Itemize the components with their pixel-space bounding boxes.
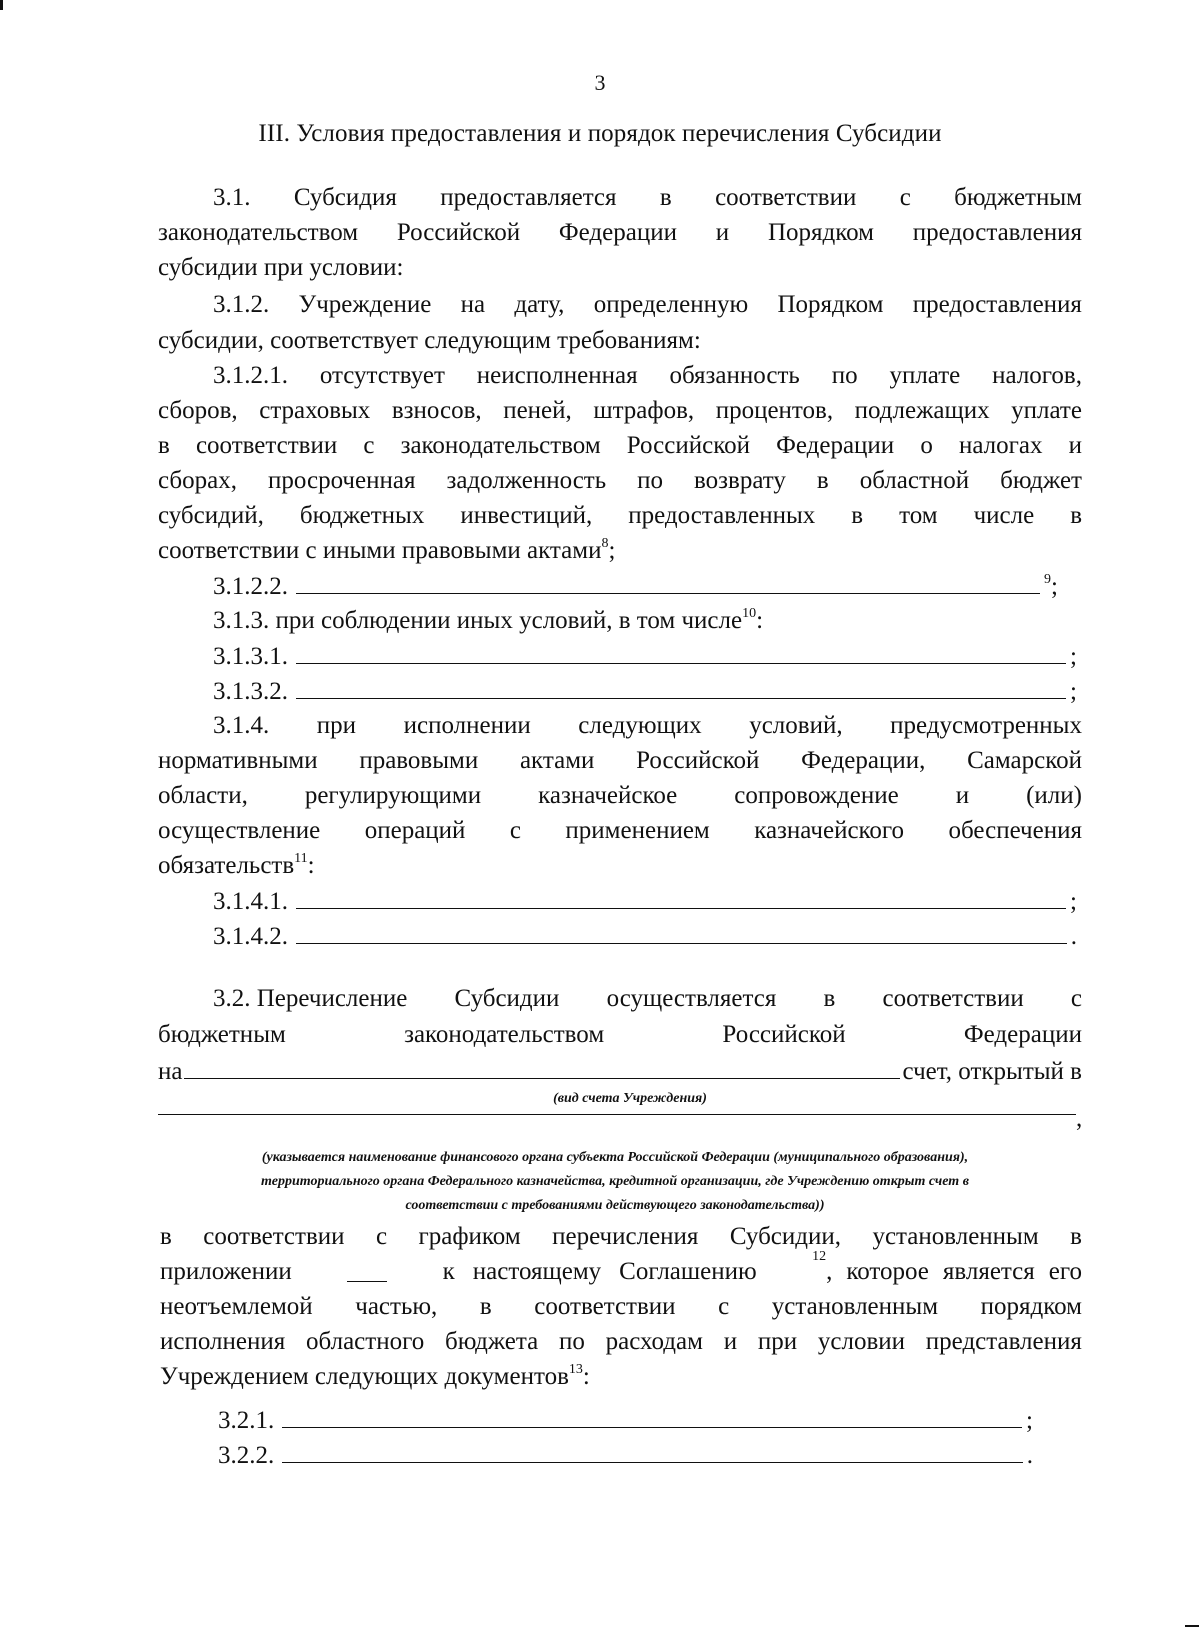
word: порядком (980, 1293, 1082, 1320)
fill-in-item (213, 571, 1058, 602)
word: его (1048, 1258, 1082, 1285)
line-text: 3.1.3. при соблюдении иных условий, в том числе (213, 607, 743, 634)
paragraph-line (158, 851, 315, 881)
item-label: 3.1.4.1. (213, 888, 288, 915)
item-punct: ; (1026, 1407, 1033, 1434)
word: 3.1.2. (213, 291, 270, 318)
word: числе (973, 502, 1035, 529)
word: по (637, 467, 664, 494)
footnote-ref: 9 (1044, 572, 1052, 587)
word: (или) (1026, 782, 1082, 809)
paragraph-line (213, 290, 1082, 320)
word: неисполненная (476, 362, 638, 389)
footnote-ref: 13 (568, 1362, 583, 1377)
word: по (558, 1328, 585, 1355)
word: казначейское (538, 782, 678, 809)
word: Российской (636, 747, 760, 774)
word: в (158, 432, 170, 459)
word: в (479, 1293, 492, 1320)
word: и (1068, 432, 1082, 459)
footnote-ref: 8 (601, 536, 609, 551)
word: Российской (396, 219, 521, 246)
paragraph-line (158, 746, 1082, 776)
word: предусмотренных (890, 712, 1082, 739)
fill-in-item (218, 1405, 1033, 1436)
paragraph-line (158, 536, 615, 566)
footnote-ref: 10 (742, 606, 757, 621)
paragraph-line (160, 1249, 1082, 1287)
word: инвестиций, (460, 502, 593, 529)
line-punct: : (307, 852, 315, 879)
word: Субсидии, (729, 1223, 842, 1250)
blank-fill-line[interactable] (282, 1440, 1023, 1463)
word: бюджетным (954, 184, 1082, 211)
footnote-ref: 11 (294, 851, 308, 866)
paragraph-line (160, 1327, 1082, 1357)
paragraph-line (213, 711, 1082, 741)
line-text-tail (812, 1249, 1082, 1287)
word: соответствии (715, 184, 857, 211)
word: бюджета (444, 1328, 539, 1355)
word: перечисления (552, 1223, 699, 1250)
word: соответствии (203, 1223, 345, 1250)
word: сборах, (158, 467, 237, 494)
item-label: 3.1.2.2. (213, 573, 288, 600)
word: определенную (593, 291, 749, 318)
word: и (723, 1328, 738, 1355)
word: исполнении (403, 712, 531, 739)
line-punct: : (756, 607, 764, 634)
word: графиком (418, 1223, 521, 1250)
fill-in-item (213, 641, 1077, 672)
section-title: III. Условия предоставления и порядок перечисления Субсидии (258, 120, 942, 147)
word: области, (158, 782, 248, 809)
account-type-line (158, 1056, 1082, 1087)
word: применением (565, 817, 710, 844)
word: в (823, 985, 836, 1012)
paragraph-line (158, 466, 1082, 496)
word: в (1070, 1223, 1082, 1250)
word: законодательством (404, 1021, 605, 1048)
paragraph-line (158, 1020, 1082, 1050)
line-punct: : (582, 1363, 590, 1390)
word: в (851, 502, 864, 529)
word: с (1070, 985, 1082, 1012)
line-text: Учреждением следующих документов (160, 1363, 569, 1390)
word: правовыми (359, 747, 479, 774)
word: обязанность (669, 362, 800, 389)
word: актами (519, 747, 595, 774)
word: уплате (889, 362, 961, 389)
word: неотъемлемой (160, 1293, 313, 1320)
line-text: приложении (160, 1258, 292, 1285)
word: и (955, 782, 970, 809)
item-end (1044, 572, 1058, 602)
word: Федерации (558, 219, 677, 246)
paragraph-line (160, 1362, 590, 1392)
paragraph-line (158, 501, 1082, 531)
word: областного (306, 1328, 425, 1355)
org-name-blank[interactable] (158, 1114, 1076, 1115)
word: Субсидия (293, 184, 397, 211)
word: исполнения (160, 1328, 286, 1355)
line-punct: ; (608, 537, 616, 564)
scan-mark (0, 0, 3, 10)
paragraph-line: субсидии, соответствует следующим требованиям: (158, 327, 701, 354)
item-label: 3.2.1. (218, 1407, 275, 1434)
paragraph-line (158, 431, 1082, 461)
word: предоставления (912, 219, 1082, 246)
word: отсутствует (319, 362, 445, 389)
word: о (920, 432, 933, 459)
item-punct: ; (1070, 643, 1077, 670)
word: Субсидии (454, 985, 560, 1012)
word: частью, (355, 1293, 438, 1320)
line-text (443, 1257, 757, 1287)
line-text: соответствии с иными правовыми актами (158, 537, 602, 564)
fill-in-item (213, 886, 1077, 917)
word: с (363, 432, 375, 459)
item-label: 3.1.3.1. (213, 643, 288, 670)
word: которое (846, 1258, 929, 1285)
word: предоставленных (628, 502, 816, 529)
word: законодательством (158, 219, 359, 246)
word: к (442, 1258, 455, 1285)
word: с (899, 184, 911, 211)
page-number: 3 (594, 70, 606, 95)
word: 3.1. (213, 184, 251, 211)
org-caption: соответствии с требованиями действующего законодательства)) (405, 1198, 825, 1213)
word: подлежащих (854, 397, 990, 424)
footnote-ref: 12 (812, 1249, 827, 1264)
word: при (757, 1328, 798, 1355)
word: бюджет (1000, 467, 1082, 494)
word: представления (925, 1328, 1082, 1355)
word: процентов, (715, 397, 834, 424)
word: 3.1.4. (213, 712, 270, 739)
blank-fill-line[interactable] (296, 676, 1066, 699)
word: законодательством (400, 432, 601, 459)
word: задолженность (446, 467, 607, 494)
word: областной (859, 467, 970, 494)
word: соответствии (195, 432, 338, 459)
word: бюджетных (299, 502, 425, 529)
paragraph-line (160, 1222, 1082, 1252)
word: расходам (605, 1328, 703, 1355)
item-punct: . (1070, 923, 1077, 950)
word: пеней, (503, 397, 572, 424)
word: в (816, 467, 829, 494)
word: осуществление (158, 817, 321, 844)
word: в (659, 184, 672, 211)
account-type-caption: (вид счета Учреждения) (553, 1091, 707, 1106)
word: Учреждение (298, 291, 432, 318)
paragraph-line: субсидии при условии: (158, 254, 404, 281)
word: дату, (514, 291, 565, 318)
word: с (718, 1293, 730, 1320)
word: с (375, 1223, 388, 1250)
blank-fill-line[interactable] (296, 886, 1066, 909)
word: установленным (771, 1293, 939, 1320)
paragraph-line (213, 183, 1082, 213)
word: предоставляется (440, 184, 617, 211)
word: обеспечения (948, 817, 1082, 844)
line-text: обязательств (158, 852, 295, 879)
word: настоящему (472, 1258, 602, 1285)
paragraph-line (160, 1292, 1082, 1322)
word: страховых (259, 397, 371, 424)
paragraph-line (158, 781, 1082, 811)
word: возврату (694, 467, 786, 494)
item-label: 3.1.3.2. (213, 678, 288, 705)
blank-fill-line[interactable] (296, 571, 1040, 594)
word: казначейского (754, 817, 905, 844)
item-label: 3.2.2. (218, 1442, 275, 1469)
paragraph-line (213, 606, 763, 636)
item-punct: ; (1070, 678, 1077, 705)
word: налогов, (992, 362, 1082, 389)
fill-in-item (213, 676, 1077, 707)
word: сопровождение (734, 782, 899, 809)
word: соответствии (882, 985, 1024, 1012)
word: установленным (872, 1223, 1039, 1250)
word: является (942, 1258, 1035, 1285)
word: осуществляется (606, 985, 777, 1012)
line-text: на (158, 1058, 183, 1085)
word: 3.2. Перечисление (213, 985, 408, 1012)
word: уплате (1011, 397, 1082, 424)
word: Федерации, (801, 747, 926, 774)
word: Порядком (777, 291, 884, 318)
word: 3.1.2.1. (213, 362, 288, 389)
org-caption: (указывается наименование финансового органа субъекта Российской Федерации (муниципального образования), (261, 1150, 969, 1165)
paragraph-line (158, 396, 1082, 426)
word: просроченная (267, 467, 416, 494)
word: субсидий, (158, 502, 264, 529)
blank-fill-line[interactable] (296, 921, 1067, 944)
word: Соглашению (619, 1258, 757, 1285)
word: операций (364, 817, 466, 844)
word: Российской (626, 432, 750, 459)
word: штрафов, (593, 397, 695, 424)
word: том (899, 502, 938, 529)
paragraph-line (158, 816, 1082, 846)
account-type-blank[interactable] (184, 1056, 900, 1079)
word: Самарской (967, 747, 1082, 774)
word: регулирующими (304, 782, 482, 809)
word: соответствии (534, 1293, 676, 1320)
word: Российской (722, 1021, 846, 1048)
word: условий, (749, 712, 843, 739)
word: по (831, 362, 858, 389)
word: Федерации (963, 1021, 1082, 1048)
word: в (160, 1223, 172, 1250)
item-punct: ; (1070, 888, 1077, 915)
word: Порядком (767, 219, 874, 246)
word: с (509, 817, 521, 844)
word: следующих (578, 712, 702, 739)
item-punct: ; (1051, 573, 1058, 600)
line-punct: , (1076, 1105, 1083, 1132)
word: на (460, 291, 486, 318)
word: нормативными (158, 747, 318, 774)
word: и (715, 219, 730, 246)
paragraph-line (158, 218, 1082, 248)
org-caption: территориального органа Федерального казначейства, кредитной организации, где Учреждению открыт счет в (261, 1174, 969, 1189)
word: при (316, 712, 357, 739)
scan-mark (1185, 1625, 1199, 1627)
word: налогах (958, 432, 1043, 459)
paragraph-line (213, 984, 1082, 1014)
blank-fill-line[interactable] (282, 1405, 1022, 1428)
appendix-number-blank[interactable] (347, 1257, 387, 1282)
line-text: счет, открытый в (902, 1058, 1082, 1085)
word: взносов, (391, 397, 482, 424)
word: условии (817, 1328, 906, 1355)
word: Федерации (776, 432, 895, 459)
word: в (1070, 502, 1082, 529)
fill-in-item (218, 1440, 1033, 1471)
blank-fill-line[interactable] (296, 641, 1066, 664)
word: , (826, 1258, 833, 1285)
item-label: 3.1.4.2. (213, 923, 288, 950)
word: бюджетным (158, 1021, 286, 1048)
paragraph-line (213, 361, 1082, 391)
fill-in-item (213, 921, 1077, 952)
word: сборов, (158, 397, 238, 424)
item-punct: . (1026, 1442, 1033, 1469)
word: предоставления (912, 291, 1082, 318)
